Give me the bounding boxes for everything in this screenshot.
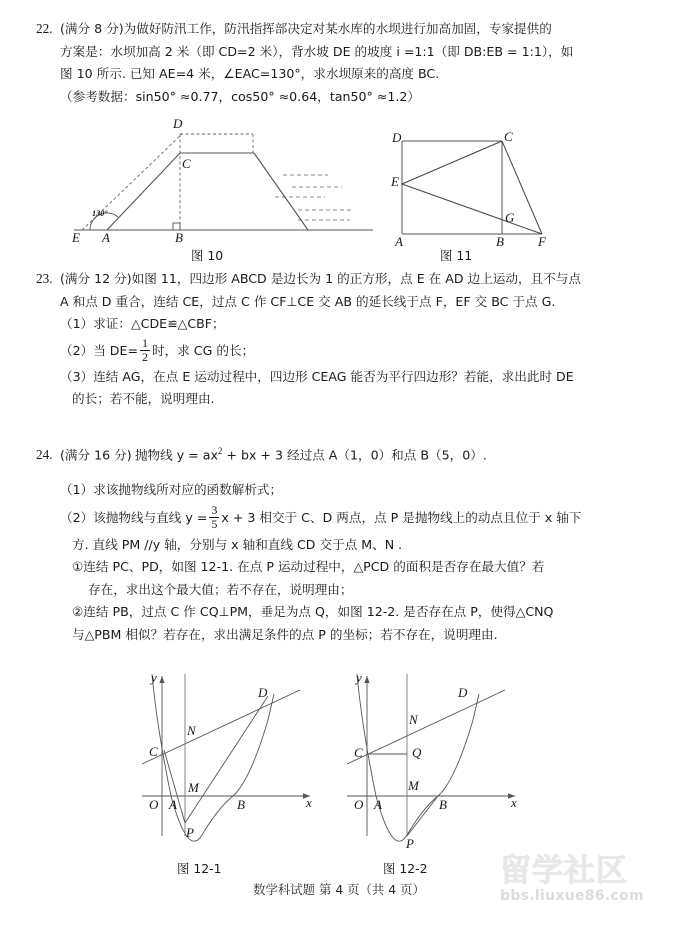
figure-12-1-caption: 图 12-1 xyxy=(177,861,222,876)
q23-part-2 xyxy=(36,336,650,366)
figure-12-1-label-B: B xyxy=(237,797,245,812)
q24-stem-before: 抛物线 y = ax xyxy=(134,447,218,463)
figure-11-label-B: B xyxy=(496,234,504,249)
segment-CE xyxy=(402,141,502,184)
question-24 xyxy=(36,440,650,647)
figure-10-label-D: D xyxy=(173,116,183,131)
figure-12-2 xyxy=(345,668,525,853)
segment-PD xyxy=(185,696,268,823)
q23-fraction-numerator: 1 xyxy=(142,336,149,351)
q23-part-3-cont xyxy=(36,388,650,411)
page-footer: 数学科试题 第 4 页（共 4 页） xyxy=(253,882,425,897)
q24-part-1 xyxy=(36,467,650,502)
figure-10-label-E: E xyxy=(72,230,80,245)
q24-part-2-cont xyxy=(36,534,650,557)
q24-sub2-text-line1: 连结 PB，过点 C 作 CQ⊥PM，垂足为点 Q，如图 12-2. 是否存在点 P，使得△CNQ xyxy=(83,604,554,620)
figure-12-2-label-B: B xyxy=(439,797,447,812)
q23-part3-text: 连结 AG，在点 E 运动过程中，四边形 CEAG 能否为平行四边形？若能，求出此时 DE xyxy=(93,368,574,384)
line-CD xyxy=(347,690,505,764)
figure-12-2-label-A: A xyxy=(374,797,382,812)
q24-part2-text-a: 该抛物线与直线 y = xyxy=(93,509,208,525)
q24-sub2-label: ② xyxy=(72,604,84,620)
figure-12-1-label-O: O xyxy=(149,797,159,812)
figure-12-2-label-D: D xyxy=(458,685,468,700)
figure-12-1-label-D: D xyxy=(258,685,268,700)
q22-line-2 xyxy=(36,41,650,64)
right-angle-marker-B xyxy=(173,223,180,230)
dam-downstream-slope xyxy=(254,153,308,230)
q23-part-3 xyxy=(36,366,650,389)
figure-11-label-E: E xyxy=(391,174,399,189)
q23-part2-label: （2） xyxy=(60,342,94,358)
q22-number: 22. xyxy=(36,21,53,36)
q23-part1-text: 求证：△CDE≌△CBF； xyxy=(93,316,225,332)
q24-fraction-numerator: 3 xyxy=(211,503,218,518)
figure-12-2-label-N: N xyxy=(409,712,418,727)
q24-fraction-denominator: 5 xyxy=(211,516,218,531)
q22-line-4 xyxy=(36,86,650,109)
q24-part-2 xyxy=(36,502,650,534)
q24-part2-label: （2） xyxy=(60,509,94,525)
q22-text-3: 图 10 所示. 已知 AE=4 米，∠EAC=130°，求水坝原来的高度 BC. xyxy=(60,66,440,82)
figure-10-svg xyxy=(70,112,375,244)
q24-sub-1-cont xyxy=(36,579,650,602)
q23-part2-text-before: 当 DE= xyxy=(93,342,139,358)
figure-12-1-label-y: y xyxy=(151,670,157,685)
q23-part2-text-after: 时，求 CG 的长； xyxy=(152,342,255,358)
q24-line-1 xyxy=(36,440,650,467)
figure-12-2-label-P: P xyxy=(406,836,414,851)
figure-11-label-G: G xyxy=(505,210,515,225)
q24-sub-2-cont xyxy=(36,624,650,647)
figure-11-svg xyxy=(392,126,557,248)
q24-sub1-text-line2: 存在，求出这个最大值；若不存在，说明理由； xyxy=(88,581,353,597)
q22-line-1 xyxy=(36,18,650,41)
y-axis-arrow xyxy=(159,676,164,683)
figure-12-2-caption: 图 12-2 xyxy=(383,861,428,876)
y-axis-arrow xyxy=(364,676,369,683)
figure-12-1-label-C: C xyxy=(149,744,158,759)
q23-part-1 xyxy=(36,313,650,336)
q22-score-tag: (满分 8 分) xyxy=(60,21,124,36)
segment-PB xyxy=(407,796,438,836)
figure-11-label-A: A xyxy=(395,234,403,249)
q23-fraction-denominator: 2 xyxy=(142,350,149,365)
q23-text-1: 如图 11，四边形 ABCD 是边长为 1 的正方形，点 E 在 AD 边上运动，且不与点 xyxy=(131,271,581,286)
q24-sub2-text-line2: 与△PBM 相似？若存在，求出满足条件的点 P 的坐标；若不存在，说明理由. xyxy=(72,626,498,642)
figure-10-label-A: A xyxy=(102,230,110,245)
segment-AC xyxy=(107,153,180,230)
figure-12-1-label-P: P xyxy=(186,825,194,840)
q24-sub-2 xyxy=(36,601,650,624)
figure-12-2-svg xyxy=(345,668,525,853)
q23-line-1 xyxy=(36,268,650,291)
segment-EF xyxy=(402,184,542,234)
line-CD xyxy=(142,690,300,764)
figure-10-label-C: C xyxy=(182,156,191,171)
figure-10-label-B: B xyxy=(175,230,183,245)
parabola-curve xyxy=(152,674,274,841)
figure-12-2-label-y: y xyxy=(356,670,362,685)
q22-line-3 xyxy=(36,63,650,86)
question-22 xyxy=(36,18,650,108)
q24-sub-1 xyxy=(36,556,650,579)
watermark-text: 留学社区 xyxy=(500,853,628,889)
figure-12-1-svg xyxy=(140,668,320,853)
figure-11 xyxy=(392,126,557,248)
q23-part1-label: （1） xyxy=(60,316,94,332)
q22-reference-data: （参考数据：sin50° ≈0.77，cos50° ≈0.64，tan50° ≈1.2） xyxy=(60,88,420,104)
q24-part2-text-c: 方. 直线 PM //y 轴，分别与 x 轴和直线 CD 交于点 M、N . xyxy=(72,536,403,552)
q24-score-tag: (满分 16 分) xyxy=(60,447,132,463)
q23-part3-text-line2: 的长；若不能，说明理由. xyxy=(72,391,215,407)
figure-12-1-label-N: N xyxy=(187,723,196,738)
figure-12-1 xyxy=(140,668,320,853)
question-23 xyxy=(36,268,650,411)
q24-stem-after: + bx + 3 经过点 A（1，0）和点 B（5，0）. xyxy=(222,447,487,463)
figure-10 xyxy=(70,112,375,244)
figure-11-caption: 图 11 xyxy=(440,248,473,263)
figure-12-2-label-Q: Q xyxy=(412,745,422,760)
q23-line-2 xyxy=(36,291,650,314)
q23-part3-label: （3） xyxy=(60,368,94,384)
angle-label-130: 130° xyxy=(92,209,108,218)
q24-stem-exponent: 2 xyxy=(217,446,223,456)
q24-sub1-text-line1: 连结 PC、PD，如图 12-1. 在点 P 运动过程中，△PCD 的面积是否存在最大值？若 xyxy=(83,559,545,575)
watermark-url: bbs.liuxue86.com xyxy=(500,888,644,904)
figure-12-1-label-x: x xyxy=(306,795,312,810)
q23-fraction-de xyxy=(140,337,150,363)
figure-12-2-label-M: M xyxy=(408,778,419,793)
figure-12-2-label-O: O xyxy=(354,797,364,812)
q24-sub1-label: ① xyxy=(72,559,84,575)
figure-11-label-F: F xyxy=(538,234,546,249)
figure-12-1-label-M: M xyxy=(188,780,199,795)
q24-number: 24. xyxy=(36,447,53,463)
q22-text-1: 为做好防汛工作，防汛指挥部决定对某水库的水坝进行加高加固，专家提供的 xyxy=(123,21,552,36)
figure-10-caption: 图 10 xyxy=(191,248,224,263)
figure-12-2-label-C: C xyxy=(354,745,363,760)
q23-text-2: A 和点 D 重合，连结 CE，过点 C 作 CF⊥CE 交 AB 的延长线于点 F，EF 交 BC 于点 G. xyxy=(60,293,556,309)
figure-11-label-C: C xyxy=(504,129,513,144)
q23-score-tag: (满分 12 分) xyxy=(60,271,132,286)
figure-11-label-D: D xyxy=(392,130,402,145)
q24-part2-text-b: x + 3 相交于 C、D 两点，点 P 是抛物线上的动点且位于 x 轴下 xyxy=(221,509,582,525)
q22-text-2: 方案是：水坝加高 2 米（即 CD=2 米），背水坡 DE 的坡度 i =1:1（即 DB:EB = 1:1），如 xyxy=(60,43,574,59)
figure-12-2-label-x: x xyxy=(511,795,517,810)
figure-12-1-label-A: A xyxy=(169,797,177,812)
q24-part1-text: 求该抛物线所对应的函数解析式； xyxy=(93,481,283,497)
q24-fraction-slope xyxy=(209,504,219,530)
q24-part1-label: （1） xyxy=(60,481,94,497)
q23-number: 23. xyxy=(36,271,53,286)
